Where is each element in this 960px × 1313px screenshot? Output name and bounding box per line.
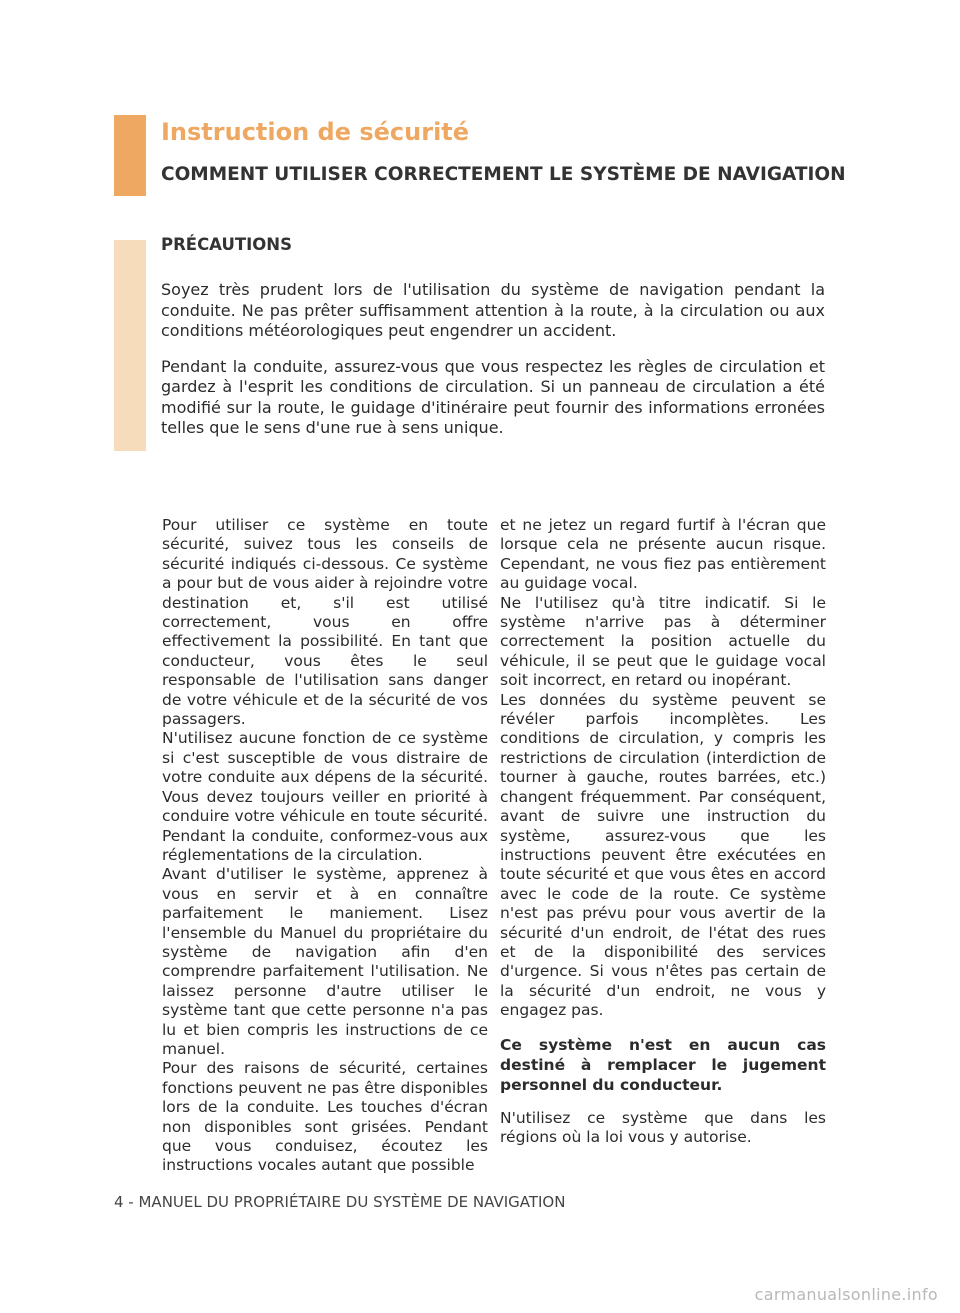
title-accent-bar [114,115,146,196]
precautions-accent-bar [114,240,146,451]
left-column [162,516,488,1176]
section-subtitle: COMMENT UTILISER CORRECTEMENT LE SYSTÈME DE NAVIGATION [161,164,846,185]
body-paragraph: Pour utiliser ce système en toute sécurité, suivez tous les conseils de sécurité indiqués ci-dessous. Ce système a pour but de vous aider à rejoindre votre destination et, s'il est utilisé correctement, vous en offre effectivement la possibilité. En tant que conducteur, vous êtes le seul responsable de l'utilisation sans danger de votre véhicule et de la sécurité de vos passagers. [162,516,488,729]
precautions-paragraph: Pendant la conduite, assurez-vous que vous respectez les règles de circulation et gardez à l'esprit les conditions de circulation. Si un panneau de circulation a été modifié sur la route, le guidage d'itinéraire peut fournir des informations erronées telles que le sens d'une rue à sens unique. [161,356,825,437]
precautions-text [161,280,825,454]
body-paragraph: Ne l'utilisez qu'à titre indicatif. Si le système n'arrive pas à déterminer correctement la position actuelle du véhicule, il se peut que le guidage vocal soit incorrect, en retard ou inopérant. [500,593,826,690]
page-title: Instruction de sécurité [161,118,470,146]
body-paragraph: Avant d'utiliser le système, apprenez à vous en servir et à en connaître parfaitement le maniement. Lisez l'ensemble du Manuel du propriétaire du système de navigation afin d'en comprendre parfaitement l'utilisation. Ne laissez personne d'autre utiliser le système tant que cette personne n'a pas lu et bien compris les instructions de ce manuel. [162,865,488,1058]
precautions-paragraph: Soyez très prudent lors de l'utilisation du système de navigation pendant la conduite. Ne pas prêter suffisamment attention à la route, à la circulation ou aux conditions météorologiques peut engendrer un accident. [161,280,825,340]
watermark[interactable]: carmanualsonline.info [754,1285,938,1304]
body-paragraph: Les données du système peuvent se révéler parfois incomplètes. Les conditions de circulation, y compris les restrictions de circulation (interdiction de tourner à gauche, routes barrées, etc.) changent fréquemment. Par conséquent, avant de suivre une instruction du système, assurez-vous que les instructions peuvent être exécutées en toute sécurité et que vous êtes en accord avec le code de la route. Ce système n'est pas prévu pour vous avertir de la sécurité d'un endroit, de l'état des rues et de la disponibilité des services d'urgence. Si vous n'êtes pas certain de la sécurité d'un endroit, ne vous y engagez pas. [500,690,826,1020]
body-paragraph: et ne jetez un regard furtif à l'écran que lorsque cela ne présente aucun risque. Cependant, ne vous fiez pas entièrement au guidage vocal. [500,516,826,593]
page-footer: 4 - MANUEL DU PROPRIÉTAIRE DU SYSTÈME DE NAVIGATION [114,1193,566,1211]
bold-note: Ce système n'est en aucun cas destiné à remplacer le jugement personnel du conducteur. [500,1035,826,1094]
body-paragraph: N'utilisez aucune fonction de ce système si c'est susceptible de vous distraire de votre conduite aux dépens de la sécurité. Vous devez toujours veiller en priorité à conduire votre véhicule en toute sécurité. Pendant la conduite, conformez-vous aux réglementations de la circulation. [162,729,488,864]
body-paragraph: Pour des raisons de sécurité, certaines fonctions peuvent ne pas être disponibles lors de la conduite. Les touches d'écran non disponibles sont grisées. Pendant que vous conduisez, écoutez les instructions vocales autant que possible [162,1059,488,1175]
final-note: N'utilisez ce système que dans les régions où la loi vous y autorise. [500,1108,826,1146]
precautions-heading: PRÉCAUTIONS [161,235,292,254]
right-column [500,516,826,1147]
